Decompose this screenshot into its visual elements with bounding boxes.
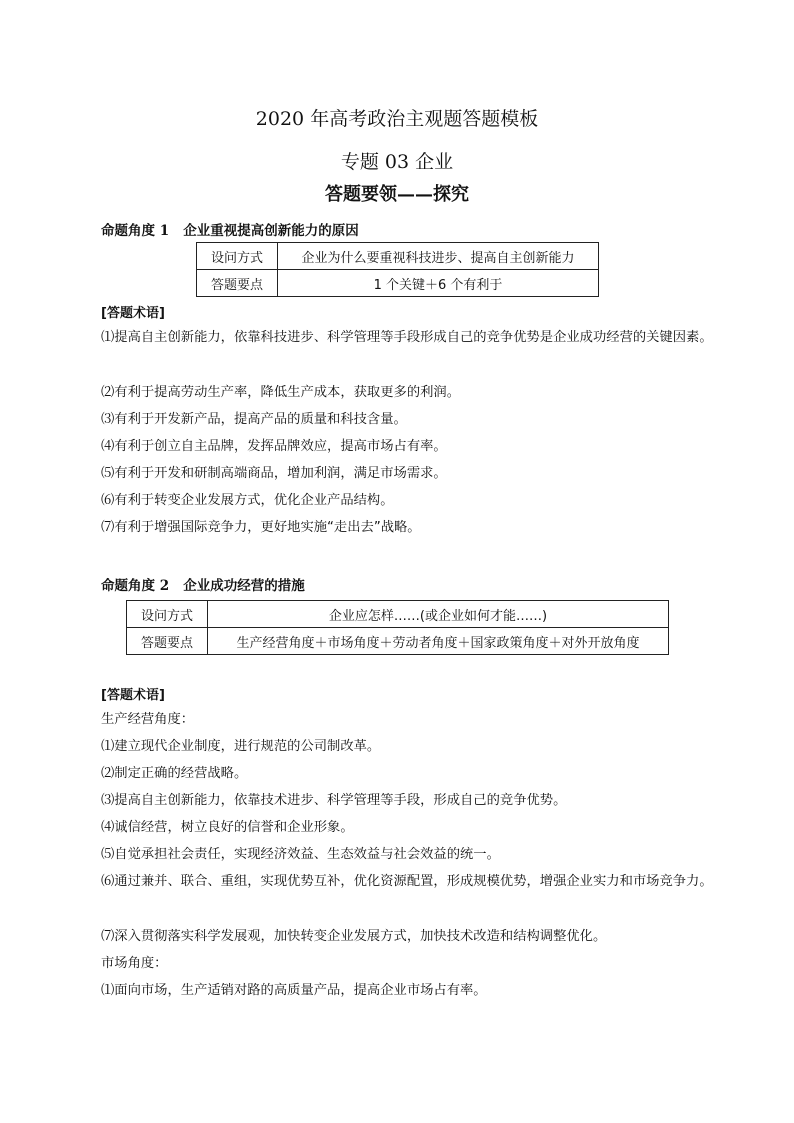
market-heading: 市场角度： <box>101 956 168 971</box>
list-item: ⑶有利于开发新产品，提高产品的质量和科技含量。 <box>101 412 407 427</box>
list-item: ⑷有利于创立自主品牌，发挥品牌效应，提高市场占有率。 <box>101 439 447 454</box>
list-item: ⑺深入贯彻落实科学发展观，加快转变企业发展方式，加快技术改造和结构调整优化。 <box>101 929 607 944</box>
section-title: 答题要领——探究 <box>325 184 469 205</box>
terms-label: [答题术语] <box>101 306 165 321</box>
table-cell: 1 个关键＋6 个有利于 <box>278 270 599 297</box>
angle-1-label: 命题角度 1 <box>101 223 170 239</box>
list-item: ⑸自觉承担社会责任，实现经济效益、生态效益与社会效益的统一。 <box>101 847 500 862</box>
table-row <box>127 601 669 628</box>
list-item: ⑶提高自主创新能力，依靠技术进步、科学管理等手段，形成自己的竞争优势。 <box>101 793 567 808</box>
list-item: ⑵制定正确的经营战略。 <box>101 766 248 781</box>
main-title: 2020 年高考政治主观题答题模板 <box>255 108 539 130</box>
terms-label: [答题术语] <box>101 688 165 703</box>
topic-title: 专题 03 企业 <box>340 151 454 173</box>
list-item: ⑴提高自主创新能力，依靠科技进步、科学管理等手段形成自己的竞争优势是企业成功经营的关键因素。 <box>101 330 713 345</box>
table-cell: 企业应怎样……(或企业如何才能……) <box>208 601 669 628</box>
list-item: ⑴建立现代企业制度，进行规范的公司制改革。 <box>101 739 381 754</box>
list-item: ⑷诚信经营，树立良好的信誉和企业形象。 <box>101 820 354 835</box>
table-cell: 企业为什么要重视科技进步、提高自主创新能力 <box>278 243 599 270</box>
list-item: ⑺有利于增强国际竞争力，更好地实施“走出去”战略。 <box>101 520 421 535</box>
angle-1-text: 企业重视提高创新能力的原因 <box>183 223 359 239</box>
angle-2-label: 命题角度 2 <box>101 578 170 594</box>
table-cell: 设问方式 <box>127 601 208 628</box>
angle-1-heading <box>101 219 359 239</box>
list-item: ⑸有利于开发和研制高端商品，增加利润，满足市场需求。 <box>101 466 447 481</box>
list-item: ⑵有利于提高劳动生产率，降低生产成本，获取更多的利润。 <box>101 385 461 400</box>
angle-2-heading <box>101 574 305 594</box>
table-row <box>197 243 599 270</box>
angle-1-table <box>196 242 599 297</box>
table-cell: 答题要点 <box>197 270 278 297</box>
angle-2-table <box>126 600 669 655</box>
list-item: ⑹有利于转变企业发展方式，优化企业产品结构。 <box>101 493 394 508</box>
table-cell: 设问方式 <box>197 243 278 270</box>
table-row <box>197 270 599 297</box>
production-heading: 生产经营角度： <box>101 712 195 727</box>
angle-2-text: 企业成功经营的措施 <box>183 578 305 594</box>
table-cell: 答题要点 <box>127 628 208 655</box>
list-item: ⑹通过兼并、联合、重组，实现优势互补，优化资源配置，形成规模优势，增强企业实力和市场竞争力。 <box>101 874 713 889</box>
table-cell: 生产经营角度＋市场角度＋劳动者角度＋国家政策角度＋对外开放角度 <box>208 628 669 655</box>
list-item: ⑴面向市场，生产适销对路的高质量产品，提高企业市场占有率。 <box>101 983 487 998</box>
table-row <box>127 628 669 655</box>
